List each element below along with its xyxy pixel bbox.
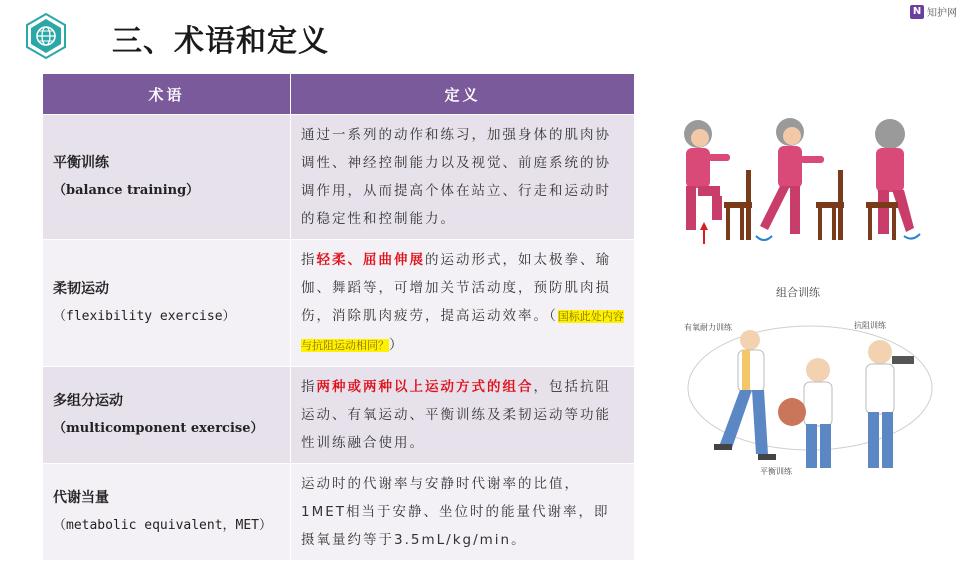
term-cell	[43, 367, 291, 464]
definition-text: 运动时的代谢率与安静时代谢率的比值，1MET相当于安静、坐位时的能量代谢率，即摄氧量约等于3.5mL/kg/min。	[301, 476, 610, 548]
term-chinese: 代谢当量	[53, 490, 109, 506]
column-header-term: 术语	[43, 74, 291, 115]
chair-icon	[816, 170, 844, 240]
term-english: （multicomponent exercise）	[53, 421, 264, 436]
balance-label: 平衡训练	[760, 467, 792, 476]
group-training-label: 组合训练	[776, 286, 820, 299]
definition-cell	[291, 240, 635, 367]
definition-cell	[291, 367, 635, 464]
definition-text: 通过一系列的动作和练习，加强身体的肌肉协调性、神经控制能力以及视觉、前庭系统的协调作用，从而提高个体在站立、行走和运动时的稳定性和控制能力。	[301, 127, 611, 227]
column-header-definition: 定义	[291, 74, 635, 115]
emphasis-text: 轻柔、屈曲伸展	[316, 252, 425, 268]
terms-table	[42, 73, 635, 561]
definition-text: 指	[301, 252, 317, 268]
combined-training-illustration	[680, 278, 942, 490]
definition-text: ，包括抗阻运动、有氧运动、平衡训练及柔韧运动等功能性训练融合使用。	[301, 379, 611, 451]
brand-logo	[910, 4, 957, 19]
term-english: （metabolic equivalent，MET）	[53, 518, 273, 533]
elderly-woman-figure	[684, 120, 730, 230]
term-cell	[43, 464, 291, 561]
term-chinese: 平衡训练	[53, 155, 109, 171]
emphasis-text: 两种或两种以上运动方式的组合	[316, 379, 534, 395]
highlight-note: 国标此处内容与抗阻运动相同？	[301, 310, 624, 352]
definition-text: ）	[389, 337, 405, 353]
table-row	[43, 115, 635, 240]
chair-icon	[724, 170, 752, 240]
page-title: 三、术语和定义	[112, 24, 329, 59]
zhihuwang-logo-icon: N	[910, 5, 924, 19]
table-row	[43, 464, 635, 561]
definition-cell	[291, 464, 635, 561]
term-chinese: 柔韧运动	[53, 281, 109, 297]
dumbbell-icon	[892, 356, 914, 364]
term-cell	[43, 115, 291, 240]
definition-text: 指	[301, 379, 317, 395]
term-cell	[43, 240, 291, 367]
term-chinese: 多组分运动	[53, 393, 123, 409]
resistance-label: 抗阻训练	[854, 321, 886, 330]
table-row	[43, 240, 635, 367]
term-english: （flexibility exercise）	[53, 309, 236, 324]
elderly-man-figure	[866, 340, 914, 468]
motion-arrow-icon	[904, 234, 920, 239]
elderly-woman-figure	[760, 118, 824, 234]
motion-arrow-icon	[756, 236, 772, 240]
table-row	[43, 367, 635, 464]
balance-training-illustration	[668, 110, 930, 250]
aerobic-label: 有氧耐力训练	[684, 323, 732, 332]
definition-cell	[291, 115, 635, 240]
ball-icon	[778, 398, 806, 426]
arrow-up-icon	[700, 222, 708, 244]
table-header-row	[43, 74, 635, 115]
elderly-man-figure	[778, 358, 832, 468]
globe-icon	[22, 12, 70, 60]
term-english: （balance training）	[53, 183, 200, 198]
definition-text: 的运动形式，如太极拳、瑜伽、舞蹈等，可增加关节活动度，预防肌肉损伤，消除肌肉疲劳，提高运动效率。（	[301, 252, 611, 324]
brand-logo-text: 知护网	[927, 8, 957, 19]
